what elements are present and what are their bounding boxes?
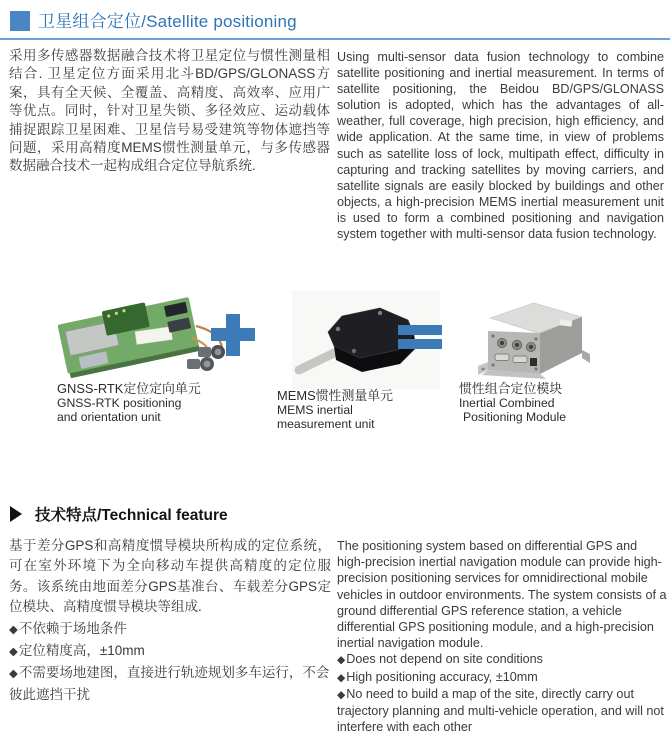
page-title: 卫星组合定位/Satellite positioning: [38, 12, 297, 31]
feature-bullet-en: [337, 669, 668, 686]
intro-paragraph-en: Using multi-sensor data fusion technology to combine satellite positioning and inertial measurement. In terms of satellite positioning, the Beidou BD/GPS/GLONASS solution is adopted, which has the advantages of all-weather, full coverage, high precision, high efficiency, and wide application. At the same time, in view of problems such as satellite loss of lock, multipath effect, difficulty in capturing and tracking satellites by moving carriers, and satellite signals are easily blocked by buildings and other objects, a high-precision MEMS inertial measurement unit is used to form a combined positioning and navigation system together with multi-sensor data fusion technology.: [337, 50, 664, 242]
features-heading: [10, 503, 228, 525]
intro-paragraph-zh: 采用多传感器数据融合技术将卫星定位与惯性测量相结合. 卫星定位方面采用北斗BD/GPS/GLONASS方案，具有全天候、全覆盖、高精度、高效率、应用广等优点。同时，针对卫星失锁、多径效应、运动载体捕捉跟踪卫星困难、卫星信号易受建筑等物体遮挡等问题，采用高精度MEMS惯性测量单元，与多传感器数据融合技术一起构成组合定位导航系统.: [9, 48, 330, 174]
title-square-icon: [10, 11, 30, 31]
features-column-en: [337, 538, 668, 735]
bullet-text: Does not depend on site conditions: [346, 652, 543, 667]
feature-bullet-zh: [9, 641, 331, 662]
caption-line: MEMS inertial: [277, 403, 353, 418]
caption-mems-imu: [277, 389, 393, 431]
combined-module-image: [476, 296, 592, 381]
bullet-icon: ◆: [9, 668, 18, 681]
caption-line: Positioning Module: [463, 410, 566, 425]
bullet-text: High positioning accuracy, ±10mm: [346, 669, 538, 684]
features-column-zh: [9, 536, 331, 705]
caption-line: and orientation unit: [57, 410, 161, 425]
feature-bullet-zh: [9, 663, 331, 705]
gnss-rtk-board-image: [48, 292, 233, 384]
features-title: 技术特点/Technical feature: [35, 507, 228, 524]
feature-bullet-zh: [9, 619, 331, 640]
equals-icon: [398, 325, 442, 349]
bullet-text: No need to build a map of the site, directly carry out trajectory planning and multi-vehicle operation, and will not interfere with each other: [337, 686, 664, 735]
bullet-icon: ◆: [337, 688, 346, 701]
caption-line: GNSS-RTK定位定向单元: [57, 381, 201, 396]
bullet-text: 不依赖于场地条件: [18, 620, 127, 636]
caption-line: measurement unit: [277, 417, 375, 432]
triangle-right-icon: [10, 506, 22, 522]
feature-bullet-en: [337, 651, 668, 668]
caption-line: GNSS-RTK positioning: [57, 396, 182, 411]
caption-line: MEMS惯性测量单元: [277, 388, 394, 403]
plus-icon: [211, 314, 255, 356]
bullet-icon: ◆: [337, 671, 346, 684]
feature-bullet-en: [337, 686, 668, 736]
caption-line: Inertial Combined: [459, 396, 555, 411]
header-rule: [0, 38, 670, 40]
bullet-icon: ◆: [9, 623, 18, 636]
bullet-text: 定位精度高，±10mm: [18, 643, 145, 659]
caption-combined-module: [459, 382, 566, 424]
caption-line: 惯性组合定位模块: [459, 381, 563, 396]
bullet-icon: ◆: [9, 646, 18, 659]
bullet-icon: ◆: [337, 654, 346, 667]
bullet-text: 不需要场地建图，直接进行轨迹规划多车运行，不会彼此遮挡干扰: [9, 665, 330, 702]
caption-gnss-rtk-unit: [57, 382, 201, 424]
features-paragraph-zh: 基于差分GPS和高精度惯导模块所构成的定位系统，可在室外环境下为全向移动车提供高精度的定位服务。该系统由地面差分GPS基准台、车载差分GPS定位模块、高精度惯导模块等组成.: [9, 538, 331, 615]
features-paragraph-en: The positioning system based on differential GPS and high-precision inertial navigation module can provide high-precision positioning services for omnidirectional mobile vehicles in outdoor environments. The system consists of a ground differential GPS reference station, a vehicle differential GPS positioning module, and a high-precision inertial navigation module.: [337, 539, 667, 651]
